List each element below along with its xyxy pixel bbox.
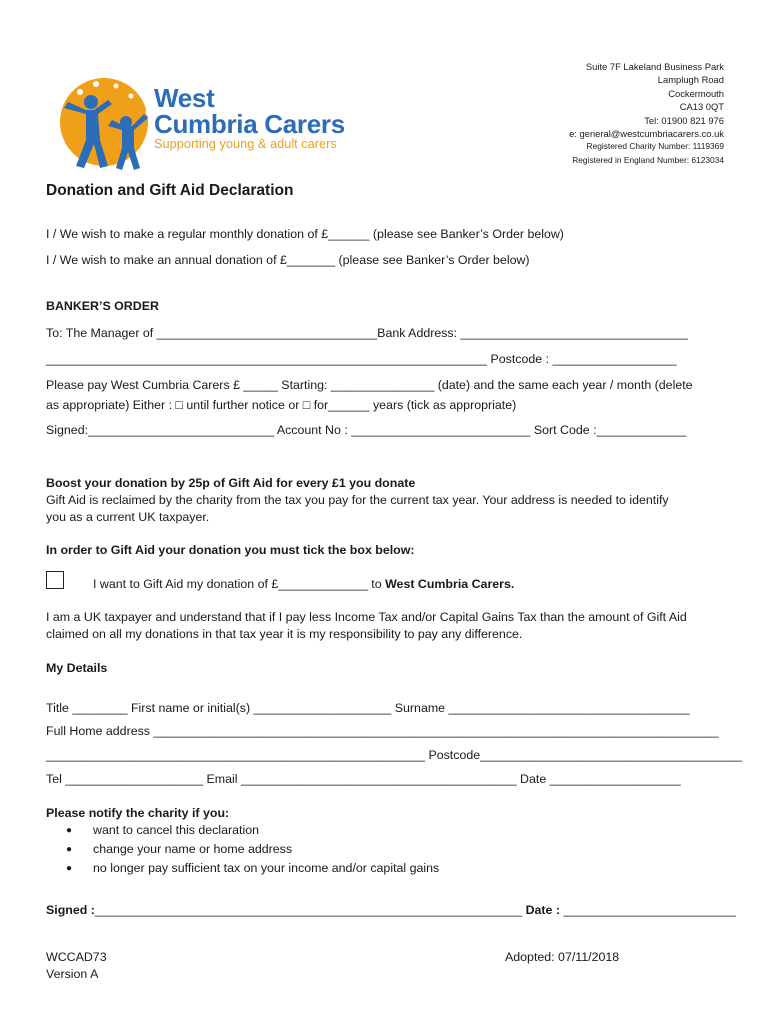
logo-name-line2: Cumbria Carers xyxy=(154,109,345,139)
gift-aid-statement xyxy=(93,576,514,592)
logo-tagline: Supporting young & adult carers xyxy=(154,136,337,151)
carers-figures-icon xyxy=(56,64,156,176)
notify-item-change: change your name or home address xyxy=(93,842,293,856)
form-code: WCCAD73 xyxy=(46,950,107,964)
address-postcode-line: _______________________________________________________ Postcode______________________________________ xyxy=(46,748,742,762)
final-signature-line xyxy=(46,902,736,918)
taxpayer-declaration-line2: claimed on all my donations in that tax year it is my responsibility to pay any difference. xyxy=(46,627,523,641)
signed-blank: ______________________________________________________________ xyxy=(94,903,526,917)
notify-heading: Please notify the charity if you: xyxy=(46,806,230,820)
address-tel: Tel: 01900 821 976 xyxy=(644,114,724,126)
boost-heading: Boost your donation by 25p of Gift Aid for every £1 you donate xyxy=(46,476,416,490)
manager-bank-line: To: The Manager of ________________________________Bank Address: _________________________________ xyxy=(46,326,688,340)
tick-instruction: In order to Gift Aid your donation you must tick the box below: xyxy=(46,543,415,557)
bankers-order-heading: BANKER’S ORDER xyxy=(46,299,159,313)
pay-instruction-line1: Please pay West Cumbria Carers £ _____ Starting: _______________ (date) and the same each year / month (delete xyxy=(46,378,693,392)
gift-aid-org-name: West Cumbria Carers. xyxy=(385,577,515,591)
boost-text-line1: Gift Aid is reclaimed by the charity from the tax you pay for the current tax year. Your address is needed to identify xyxy=(46,493,669,507)
notify-item-tax: no longer pay sufficient tax on your income and/or capital gains xyxy=(93,861,440,875)
address-block xyxy=(569,60,724,167)
address-email: e: general@westcumbriacarers.co.uk xyxy=(569,128,724,140)
address-line1: Suite 7F Lakeland Business Park xyxy=(585,61,724,72)
bullet-icon: ● xyxy=(66,863,73,874)
address-postcode: CA13 0QT xyxy=(679,101,724,113)
pay-instruction-line2: as appropriate) Either : □ until further notice or □ for______ years (tick as appropriate) xyxy=(46,398,517,412)
bank-address-postcode-line: ________________________________________________________________ Postcode : __________________ xyxy=(46,352,677,366)
monthly-donation-line: I / We wish to make a regular monthly donation of £______ (please see Banker’s Order below) xyxy=(46,227,564,241)
logo xyxy=(56,64,386,176)
date-label: Date : xyxy=(525,903,561,917)
logo-name-line1: West xyxy=(154,83,215,113)
home-address-line: Full Home address __________________________________________________________________________________ xyxy=(46,724,719,738)
address-line2: Lamplugh Road xyxy=(657,74,724,86)
notify-item-cancel: want to cancel this declaration xyxy=(93,823,259,837)
signed-label: Signed : xyxy=(46,903,95,917)
annual-donation-line: I / We wish to make an annual donation of £_______ (please see Banker’s Order below) xyxy=(46,253,530,267)
form-version: Version A xyxy=(46,967,99,981)
bullet-icon: ● xyxy=(66,825,73,836)
date-blank: _________________________ xyxy=(560,903,736,917)
boost-text-line2: you as a current UK taxpayer. xyxy=(46,510,210,524)
address-line3: Cockermouth xyxy=(668,87,724,99)
taxpayer-declaration-line1: I am a UK taxpayer and understand that if I pay less Income Tax and/or Capital Gains Tax than the amount of Gift Aid xyxy=(46,610,687,624)
gift-aid-statement-text: I want to Gift Aid my donation of £_____________ to xyxy=(93,577,386,591)
tel-email-date-line: Tel ____________________ Email ________________________________________ Date ___________________ xyxy=(46,772,681,786)
page-title: Donation and Gift Aid Declaration xyxy=(46,182,294,199)
name-fields-line: Title ________ First name or initial(s) ____________________ Surname ___________________________________ xyxy=(46,701,690,715)
adopted-date: Adopted: 07/11/2018 xyxy=(505,950,620,964)
charity-number: Registered Charity Number: 1119369 xyxy=(586,141,724,152)
gift-aid-checkbox[interactable] xyxy=(46,571,64,589)
signed-account-sortcode-line: Signed:___________________________ Account No : __________________________ Sort Code :_____________ xyxy=(46,423,687,437)
my-details-heading: My Details xyxy=(46,661,108,675)
bullet-icon: ● xyxy=(66,844,73,855)
company-number: Registered in England Number: 6123034 xyxy=(572,154,724,165)
